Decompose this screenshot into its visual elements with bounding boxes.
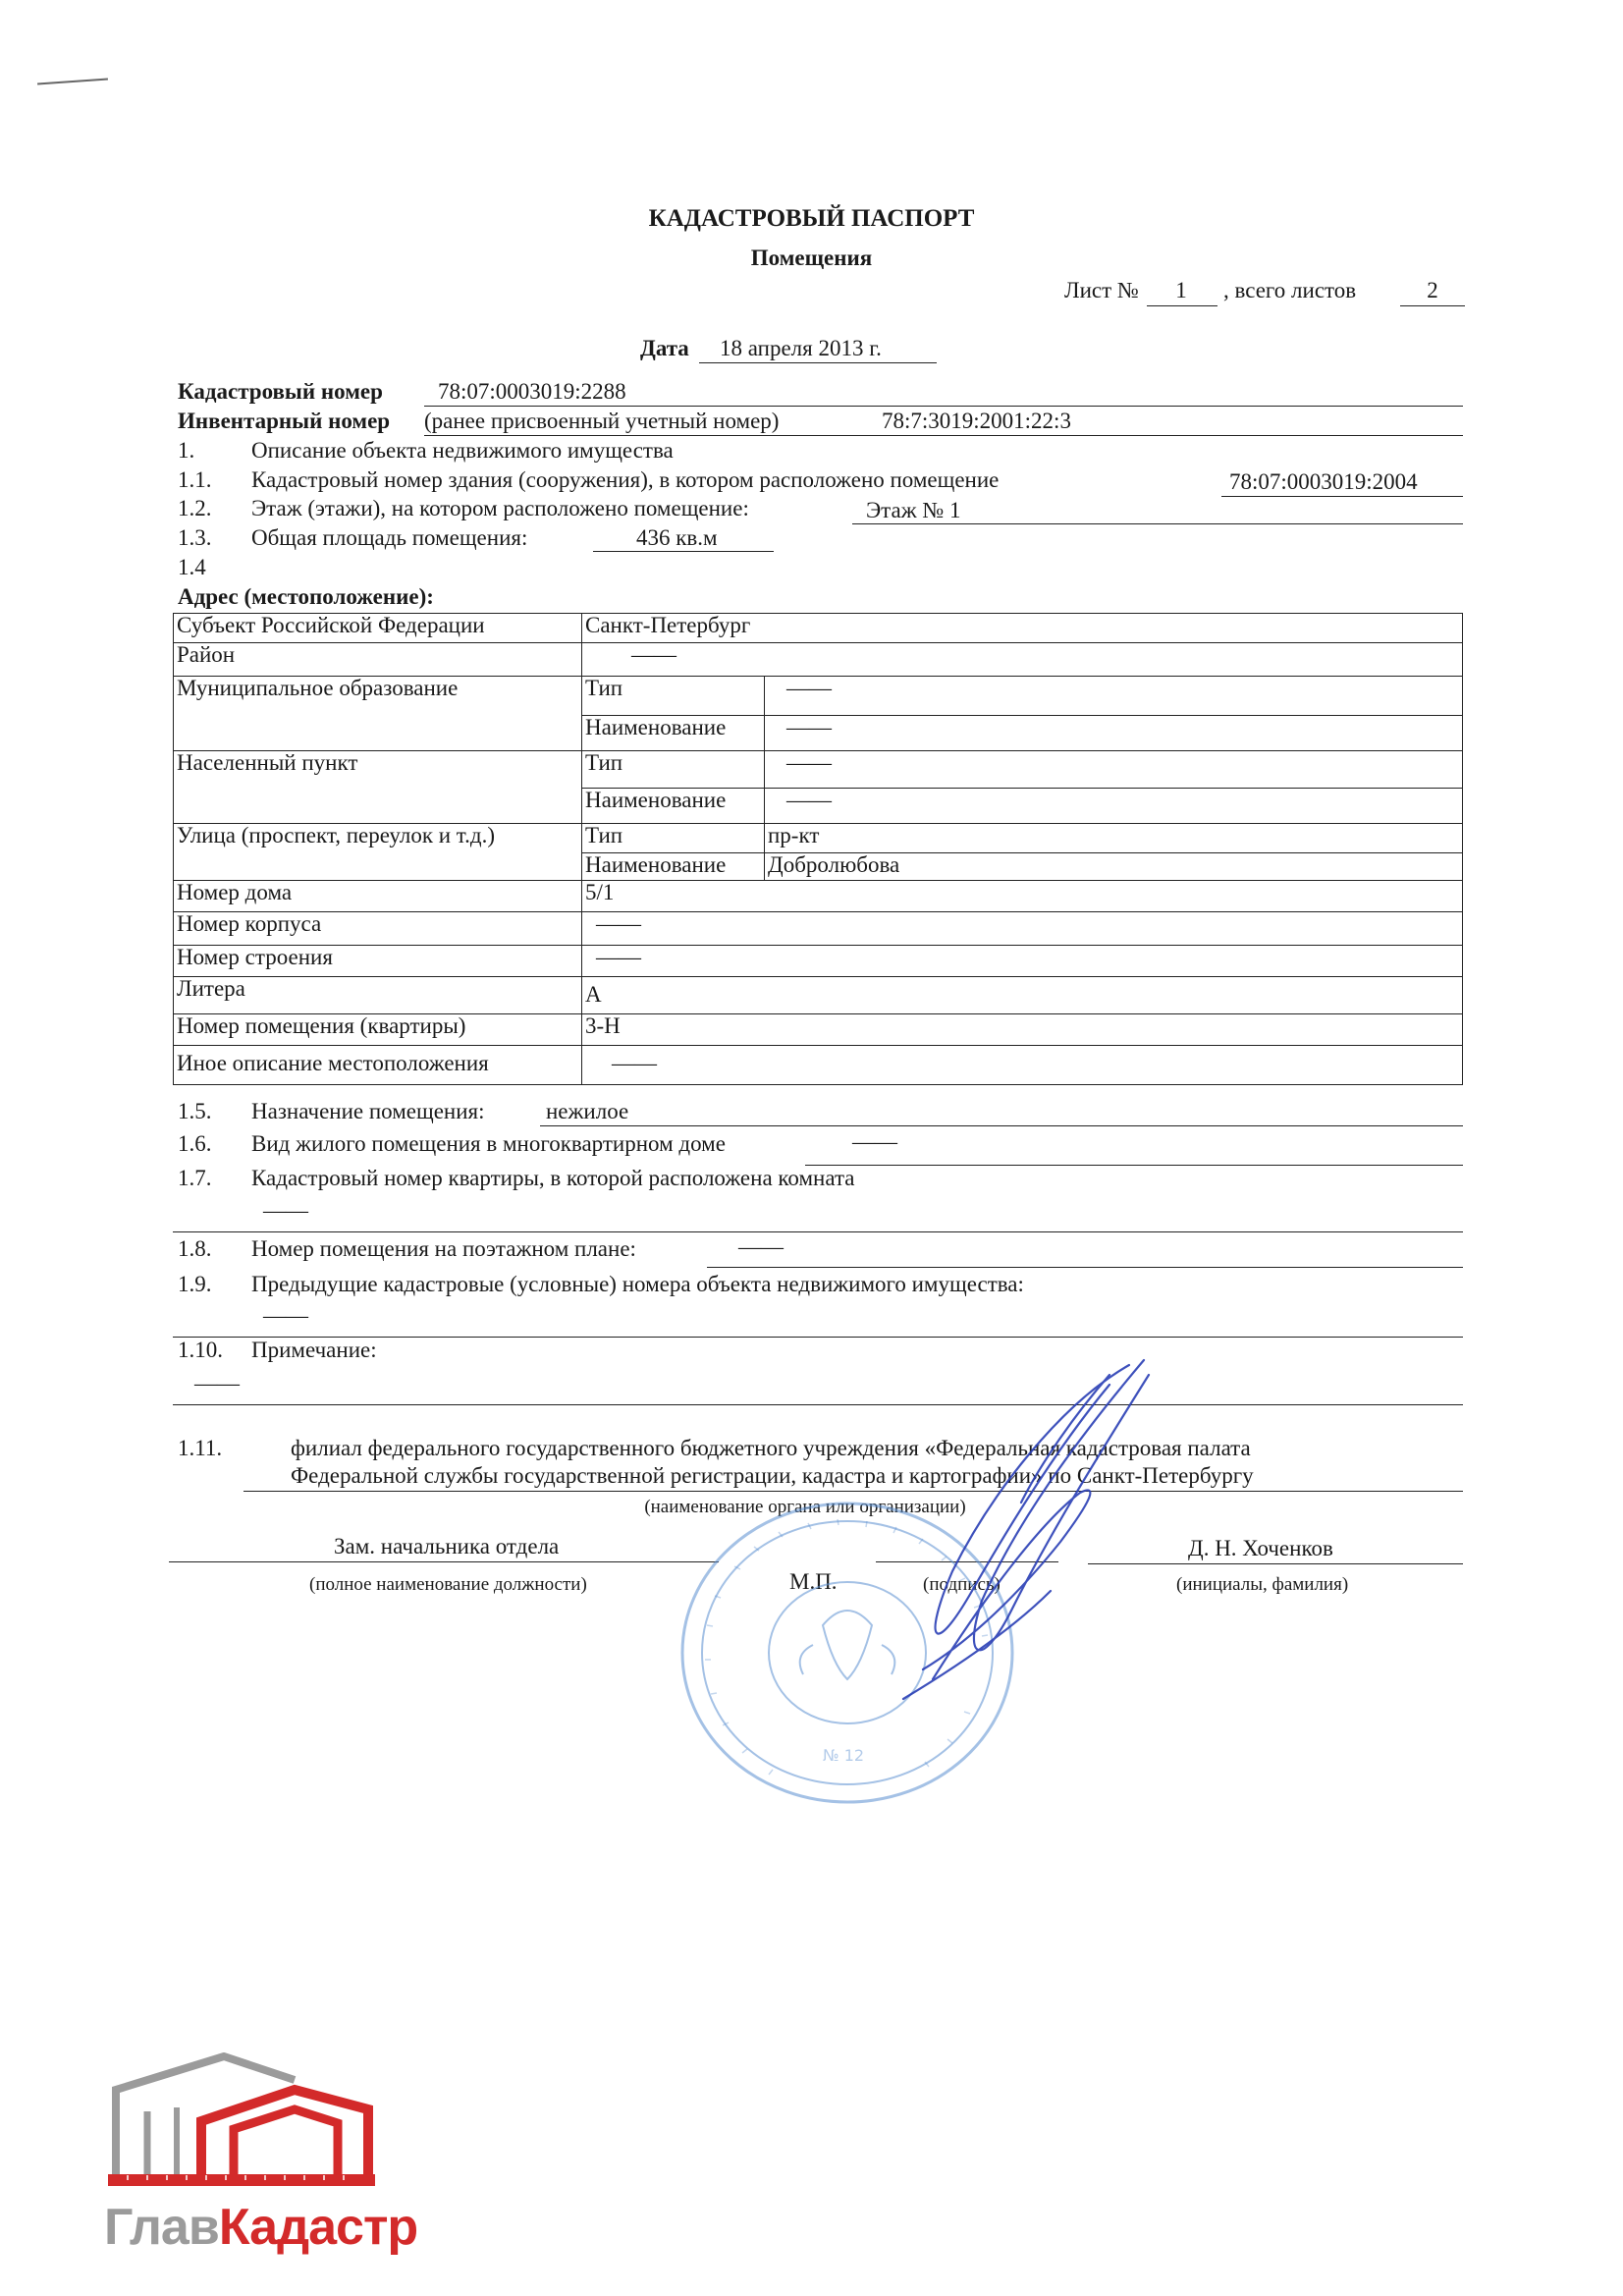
stamp-place-label: М.П. (789, 1569, 838, 1594)
cadastral-number-label: Кадастровый номер (178, 379, 383, 404)
subject-value: Санкт-Петербург (582, 614, 1463, 643)
building-cadastral-value: 78:07:0003019:2004 (1229, 469, 1418, 494)
floor-plan-number-value: —— (738, 1234, 784, 1259)
room-number-value: 3-Н (582, 1014, 1463, 1046)
position-caption: (полное наименование должности) (309, 1574, 587, 1595)
item-number: 1.7. (178, 1166, 212, 1190)
other-description-label: Иное описание местоположения (174, 1046, 582, 1085)
purpose-value: нежилое (546, 1099, 629, 1123)
inventory-number-note: (ранее присвоенный учетный номер) (424, 409, 780, 433)
sheet-label: Лист № (1064, 278, 1139, 302)
building-number-label: Номер корпуса (174, 912, 582, 946)
item-number: 1.5. (178, 1099, 212, 1123)
municipal-type-label: Тип (582, 677, 765, 716)
floor-plan-number-label: Номер помещения на поэтажном плане: (251, 1236, 636, 1261)
note-value: —— (194, 1371, 240, 1395)
street-name-label: Наименование (582, 853, 765, 881)
settlement-name-value: —— (765, 789, 1463, 824)
street-name-value: Добролюбова (765, 853, 1463, 881)
inventory-number-value: 78:7:3019:2001:22:3 (882, 409, 1071, 433)
subject-label: Субъект Российской Федерации (174, 614, 582, 643)
settlement-type-label: Тип (582, 751, 765, 789)
logo-text (104, 2198, 417, 2257)
item-number: 1.6. (178, 1131, 212, 1156)
previous-numbers-value: —— (263, 1303, 308, 1328)
structure-label: Номер строения (174, 946, 582, 977)
note-label: Примечание: (251, 1338, 377, 1362)
cadastral-number-value: 78:07:0003019:2288 (438, 379, 626, 404)
item-number: 1.4 (178, 555, 206, 579)
handwritten-signature-icon (864, 1345, 1178, 1719)
item-number: 1.8. (178, 1236, 212, 1261)
previous-numbers-label: Предыдущие кадастровые (условные) номера объекта недвижимого имущества: (251, 1272, 1024, 1296)
area-value: 436 кв.м (636, 525, 718, 550)
item-number: 1.3. (178, 525, 212, 550)
position-value: Зам. начальника отдела (334, 1534, 560, 1558)
district-label: Район (174, 643, 582, 677)
signature-caption: (подпись) (923, 1574, 1001, 1595)
municipal-name-value: —— (765, 716, 1463, 751)
settlement-type-value: —— (765, 751, 1463, 789)
item-number: 1.2. (178, 496, 212, 520)
letter-value: А (582, 977, 1463, 1014)
floor-label: Этаж (этажи), на котором расположено помещение: (251, 496, 749, 520)
settlement-name-label: Наименование (582, 789, 765, 824)
address-table (173, 613, 1463, 1085)
structure-value: —— (582, 946, 1463, 977)
item-number: 1.9. (178, 1272, 212, 1296)
inventory-number-label: Инвентарный номер (178, 409, 391, 433)
organization-line-2: Федеральной службы государственной регистрации, кадастра и картографии» по Санкт-Петербургу (291, 1463, 1254, 1488)
section-title: Описание объекта недвижимого имущества (251, 438, 674, 463)
item-number: 1.10. (178, 1338, 223, 1362)
date-value: 18 апреля 2013 г. (720, 336, 882, 360)
date-label: Дата (640, 336, 689, 360)
address-label: Адрес (местоположение): (178, 584, 434, 609)
logo-text-part2: Кадастр (218, 2199, 418, 2256)
street-type-value: пр-кт (765, 824, 1463, 853)
dwelling-type-label: Вид жилого помещения в многоквартирном доме (251, 1131, 726, 1156)
company-logo (98, 2052, 418, 2269)
total-sheets-label: , всего листов (1223, 278, 1357, 302)
municipal-label: Муниципальное образование (174, 677, 582, 751)
document-title: КАДАСТРОВЫЙ ПАСПОРТ (648, 205, 975, 232)
purpose-label: Назначение помещения: (251, 1099, 485, 1123)
scan-mark (37, 78, 108, 84)
sheet-number: 1 (1175, 278, 1187, 302)
house-value: 5/1 (582, 881, 1463, 912)
settlement-label: Населенный пункт (174, 751, 582, 824)
signatory-name: Д. Н. Хоченков (1188, 1536, 1333, 1560)
organization-caption: (наименование органа или организации) (644, 1497, 966, 1517)
municipal-name-label: Наименование (582, 716, 765, 751)
svg-text:№ 12: № 12 (823, 1746, 865, 1765)
area-label: Общая площадь помещения: (251, 525, 528, 550)
other-description-value: —— (582, 1046, 1463, 1085)
building-number-value: —— (582, 912, 1463, 946)
apartment-cadastral-label: Кадастровый номер квартиры, в которой расположена комната (251, 1166, 855, 1190)
street-type-label: Тип (582, 824, 765, 853)
letter-label: Литера (174, 977, 582, 1014)
document-subtitle: Помещения (750, 246, 873, 270)
signatory-caption: (инициалы, фамилия) (1176, 1574, 1349, 1595)
house-label: Номер дома (174, 881, 582, 912)
organization-line-1: филиал федерального государственного бюджетного учреждения «Федеральная кадастровая палата (291, 1436, 1251, 1460)
item-number: 1.1. (178, 467, 212, 492)
building-cadastral-label: Кадастровый номер здания (сооружения), в котором расположено помещение (251, 467, 1000, 492)
street-label: Улица (проспект, переулок и т.д.) (174, 824, 582, 881)
room-number-label: Номер помещения (квартиры) (174, 1014, 582, 1046)
municipal-type-value: —— (765, 677, 1463, 716)
total-sheets-number: 2 (1427, 278, 1438, 302)
item-number: 1.11. (178, 1436, 223, 1460)
logo-text-part1: Глав (104, 2199, 219, 2256)
item-number: 1. (178, 438, 195, 463)
dwelling-type-value: —— (852, 1129, 897, 1154)
apartment-cadastral-value: —— (263, 1198, 308, 1223)
district-value: —— (582, 643, 1463, 677)
floor-value: Этаж № 1 (866, 498, 961, 522)
